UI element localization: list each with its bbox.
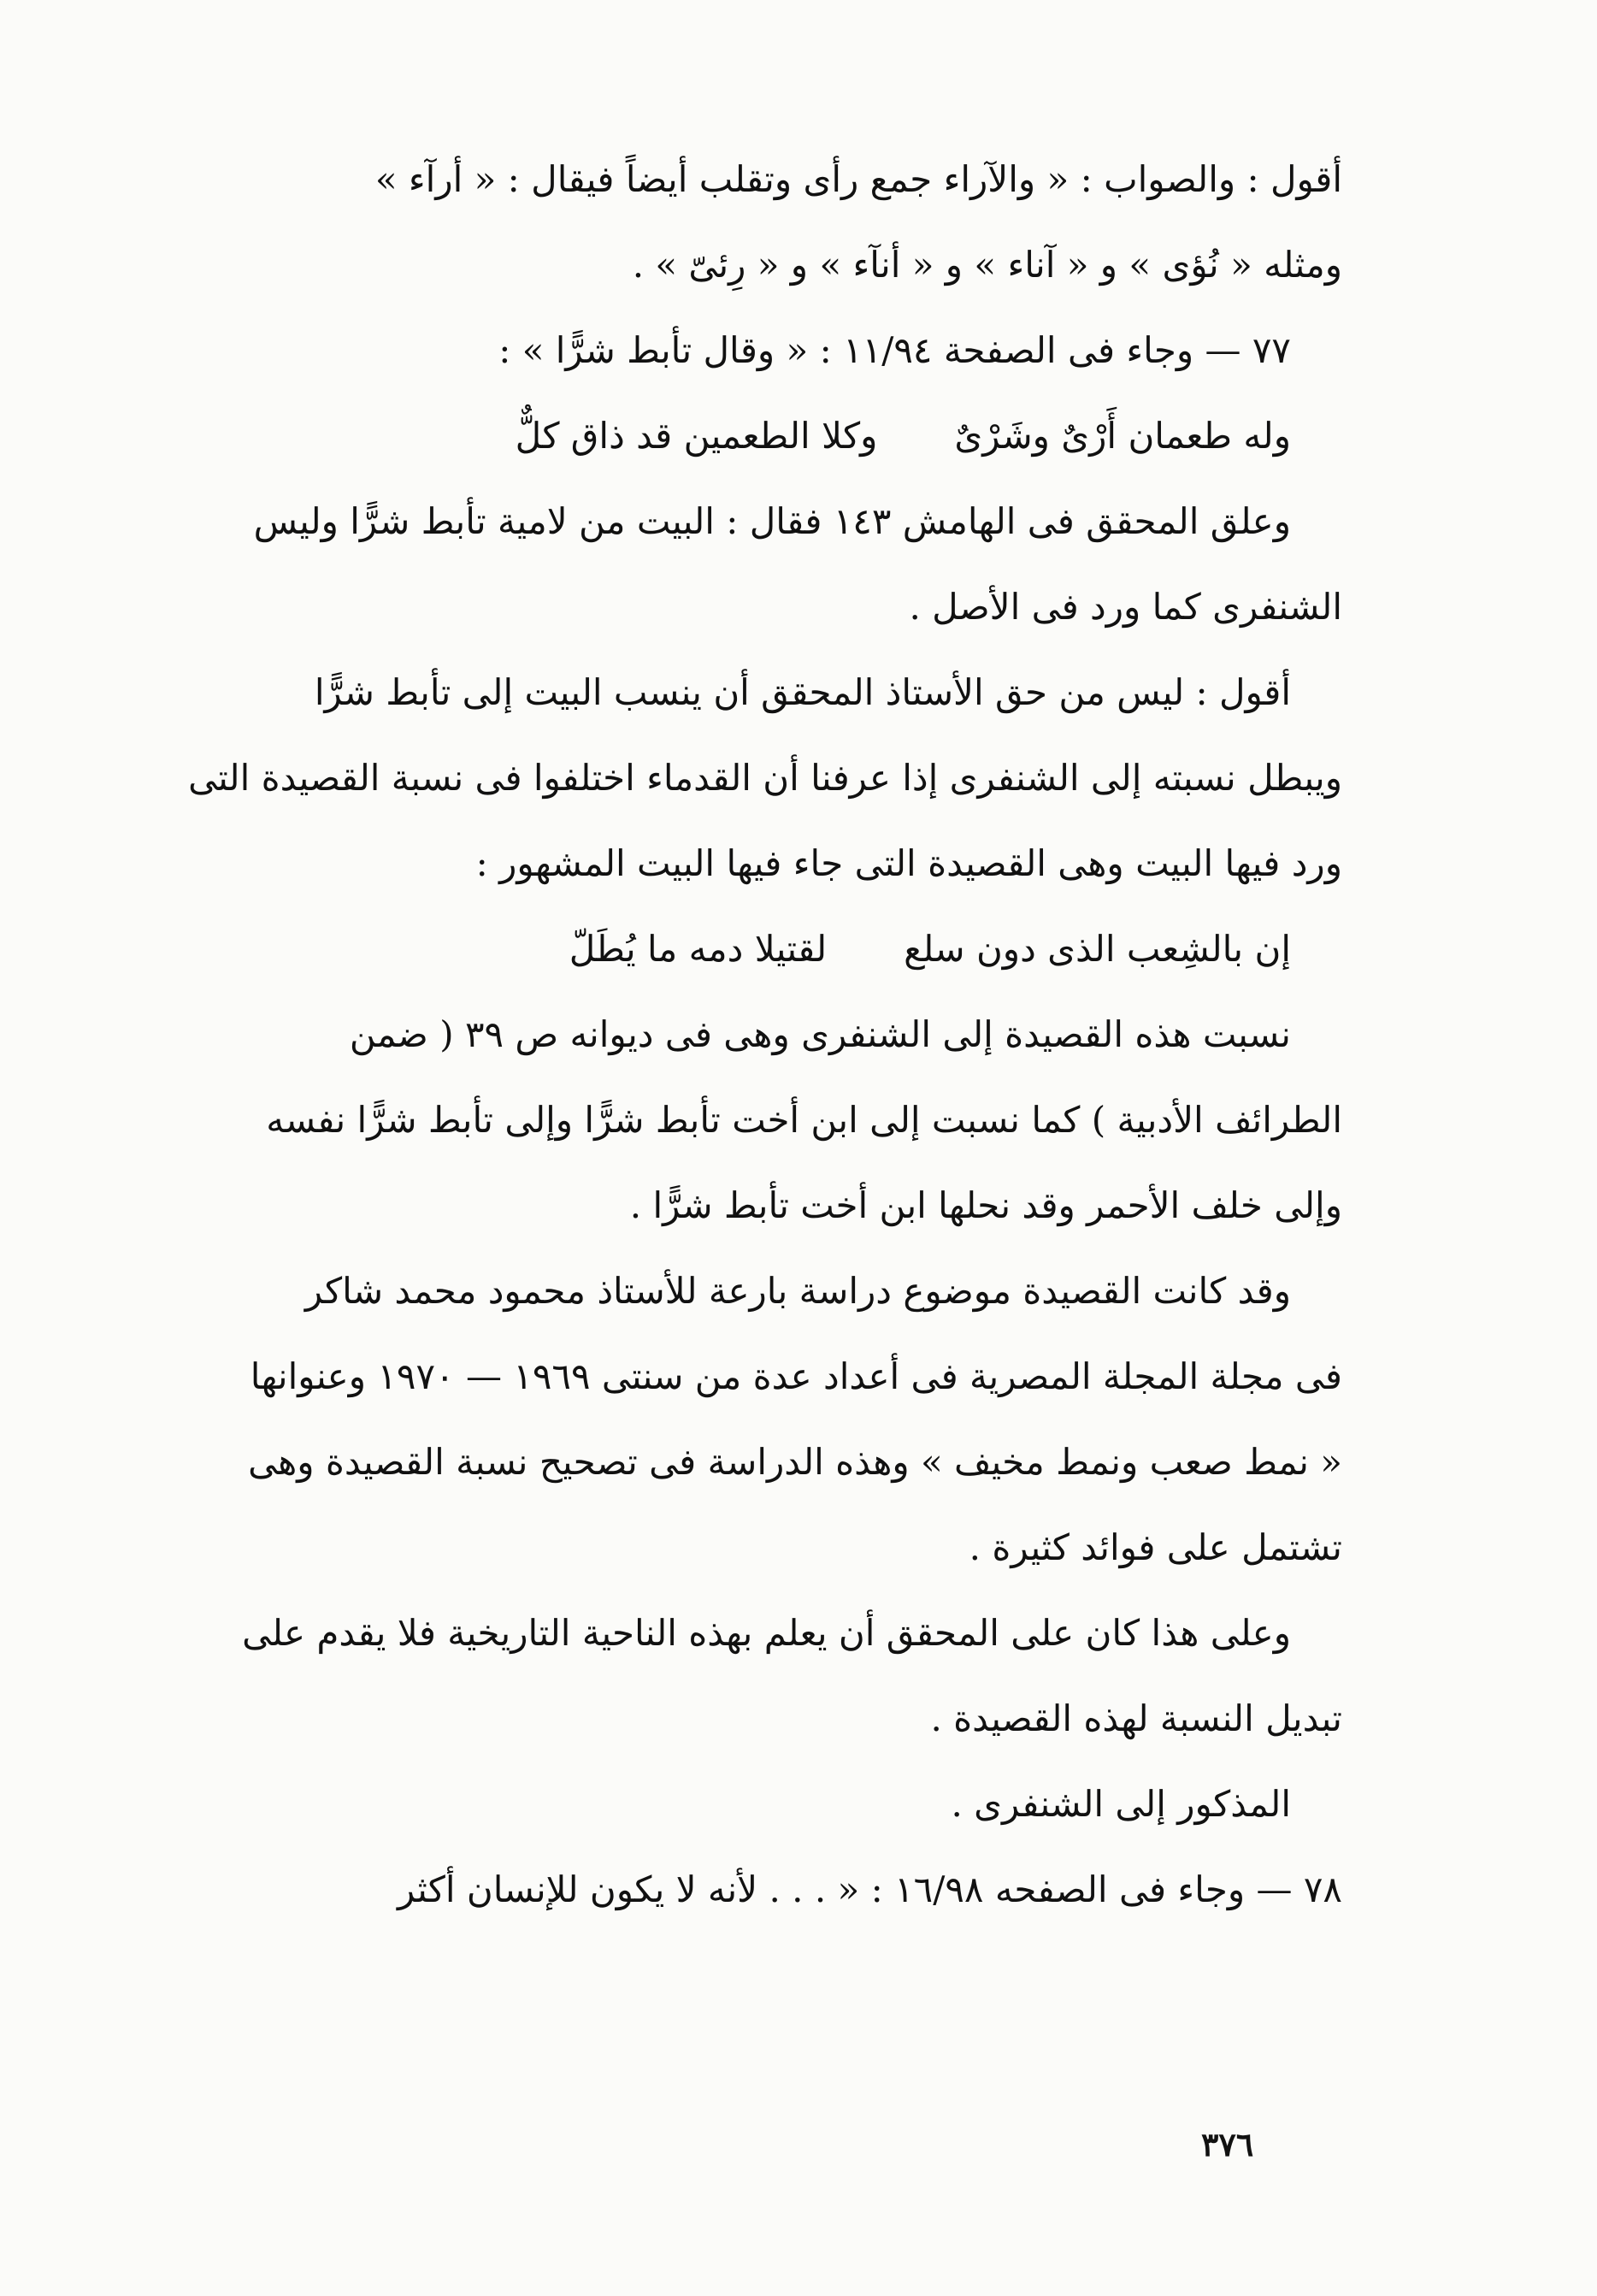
- text-line: ومثله « نُؤى » و « آناء » و « أنآء » و « رِئىّ » .: [632, 244, 1342, 286]
- text-line: فى مجلة المجلة المصرية فى أعداد عدة من سنتى ١٩٦٩ — ١٩٧٠ وعنوانها: [250, 1355, 1342, 1397]
- page-body-text: [188, 137, 1342, 1933]
- section-heading-78: ٧٨ — وجاء فى الصفحه ١٦/٩٨ : « . . . لأنه لا يكون للإنسان أكثر: [397, 1868, 1342, 1910]
- text-line: الشنفرى كما ورد فى الأصل .: [909, 586, 1342, 628]
- text-line: ورد فيها البيت وهى القصيدة التى جاء فيها البيت المشهور :: [475, 842, 1342, 884]
- text-line: نسبت هذه القصيدة إلى الشنفرى وهى فى ديوانه ص ٣٩ ( ضمن: [349, 1013, 1291, 1055]
- text-line: أقول : والصواب : « والآراء جمع رأى وتقلب أيضاً فيقال : « أرآء »: [374, 158, 1342, 200]
- section-heading-77: ٧٧ — وجاء فى الصفحة ١١/٩٤ : « وقال تأبط شرًّا » :: [498, 329, 1291, 371]
- text-line: وعلى هذا كان على المحقق أن يعلم بهذه الناحية التاريخية فلا يقدم على: [242, 1612, 1291, 1654]
- text-line: ويبطل نسبته إلى الشنفرى إذا عرفنا أن القدماء اختلفوا فى نسبة القصيدة التى: [188, 757, 1342, 799]
- text-line: تبديل النسبة لهذه القصيدة .: [930, 1697, 1342, 1739]
- text-line: وعلق المحقق فى الهامش ١٤٣ فقال : البيت من لامية تأبط شرًّا وليس: [253, 500, 1291, 542]
- text-line: المذكور إلى الشنفرى .: [951, 1783, 1291, 1825]
- page-number: ٣٧٦: [1201, 2125, 1254, 2163]
- verse-line: [231, 393, 1342, 479]
- text-line: أقول : ليس من حق الأستاذ المحقق أن ينسب البيت إلى تأبط شرًّا: [314, 671, 1291, 713]
- verse-hemistich: وكلا الطعمين قد ذاق كلٌّ: [515, 415, 878, 457]
- text-line: الطرائف الأدبية ) كما نسبت إلى ابن أخت تأبط شرًّا وإلى تأبط شرًّا نفسه: [266, 1099, 1342, 1141]
- text-line: « نمط صعب ونمط مخيف » وهذه الدراسة فى تصحيح نسبة القصيدة وهى: [248, 1441, 1342, 1483]
- verse-line: [231, 906, 1342, 992]
- verse-hemistich: لقتيلا دمه ما يُطَلّ: [569, 928, 828, 970]
- text-line: تشتمل على فوائد كثيرة .: [969, 1526, 1342, 1568]
- verse-hemistich: إن بالشِعب الذى دون سلع: [904, 928, 1291, 970]
- verse-hemistich: وله طعمان أَرْىٌ وشَرْىٌ: [954, 415, 1291, 457]
- text-line: وقد كانت القصيدة موضوع دراسة بارعة للأستاذ محمود محمد شاكر: [304, 1270, 1291, 1312]
- text-line: وإلى خلف الأحمر وقد نحلها ابن أخت تأبط شرًّا .: [629, 1184, 1342, 1226]
